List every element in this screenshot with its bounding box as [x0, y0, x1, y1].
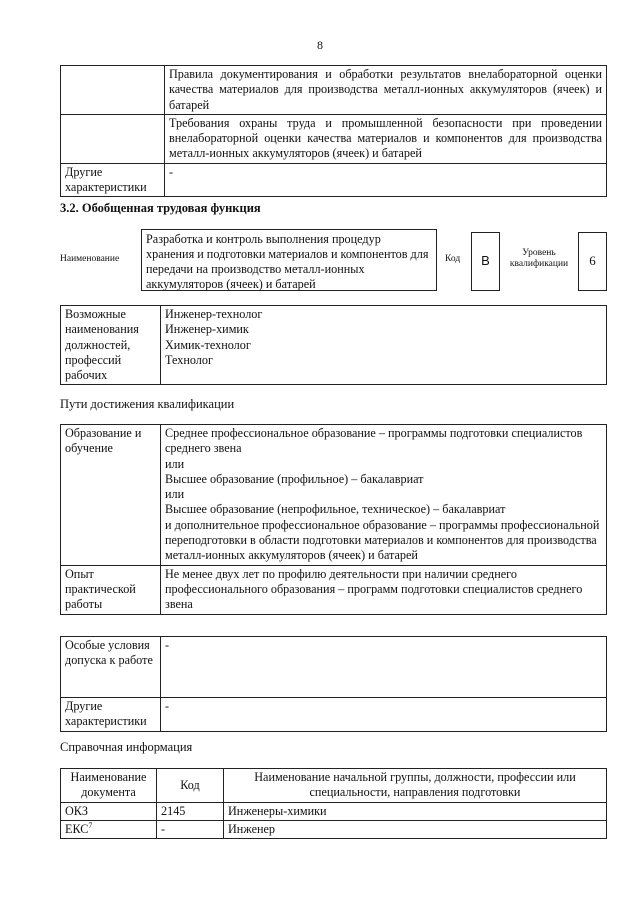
top-table — [60, 65, 607, 197]
table-cell-value: Правила документирования и обработки результатов внелабораторной оценки качества материалов для производства металл-ионных аккумуляторов (ячеек) и батарей — [165, 66, 607, 115]
header-name: Наименование начальной группы, должности, профессии или специальности, направления подготовки — [224, 769, 607, 803]
experience-value: Не менее двух лет по профилю деятельности при наличии среднего профессионального образования – программ подготовки специалистов среднего звена — [161, 565, 607, 614]
function-name-value: Разработка и контроль выполнения процедур хранения и подготовки материалов и компонентов для передачи на производство металл-ионных аккумуляторов (ячеек) и батарей — [141, 229, 437, 291]
header-document: Наименование документа — [61, 769, 157, 803]
table-cell-label: Другие характеристики — [61, 163, 165, 197]
table-header-row — [61, 769, 607, 803]
list-item: Инженер-химик — [165, 322, 249, 337]
education-line: и дополнительное профессиональное образование – программы профессиональной переподготовки в области подготовки материалов и компонентов для производства металл-ионных аккумуляторов (ячеек) и батарей — [165, 517, 600, 563]
section-heading: 3.2. Обобщенная трудовая функция — [60, 201, 261, 215]
level-label: Уровень квалификации — [509, 248, 569, 269]
doc-cell — [61, 802, 157, 820]
other-characteristics-label: Другие характеристики — [61, 698, 161, 732]
table-cell-value: - — [165, 163, 607, 197]
table-row — [61, 163, 607, 197]
table-row — [61, 425, 607, 566]
qualification-table — [60, 424, 607, 615]
name-cell: Инженер — [224, 820, 607, 838]
table-cell-label — [61, 114, 165, 163]
level-value: 6 — [578, 232, 607, 291]
reference-table — [60, 768, 607, 839]
doc-name: ОКЗ — [65, 803, 89, 818]
name-cell: Инженеры-химики — [224, 802, 607, 820]
table-row — [61, 565, 607, 614]
qualification-paths-title: Пути достижения квалификации — [60, 397, 235, 411]
education-line: Высшее образование (непрофильное, техническое) – бакалавриат — [165, 502, 506, 517]
positions-list — [161, 306, 607, 385]
education-line: или — [165, 456, 185, 471]
conditions-label: Особые условия допуска к работе — [61, 637, 161, 698]
education-line: Среднее профессиональное образование – программы подготовки специалистов среднего звена — [165, 426, 583, 456]
other-characteristics-value: - — [161, 698, 607, 732]
header-code: Код — [157, 769, 224, 803]
conditions-table — [60, 636, 607, 732]
list-item: Технолог — [165, 352, 213, 367]
table-row — [61, 114, 607, 163]
doc-name: ЕКС — [65, 821, 89, 836]
page-number: 8 — [317, 38, 323, 52]
table-row — [61, 698, 607, 732]
table-cell-value: Требования охраны труда и промышленной безопасности при проведении внелабораторной оценки качества материалов и компонентов для производства металл-ионных аккумуляторов (ячеек) и батарей — [165, 114, 607, 163]
code-label: Код — [445, 254, 461, 264]
code-cell: - — [157, 820, 224, 838]
experience-label: Опыт практической работы — [61, 565, 161, 614]
list-item: Химик-технолог — [165, 337, 251, 352]
conditions-value: - — [161, 637, 607, 698]
code-value: B — [471, 232, 500, 291]
table-row — [61, 306, 607, 385]
doc-footnote: 7 — [88, 820, 93, 830]
positions-label: Возможные наименования должностей, профессий рабочих — [61, 306, 161, 385]
table-row — [61, 802, 607, 820]
table-cell-label — [61, 66, 165, 115]
list-item: Инженер-технолог — [165, 307, 263, 321]
positions-table — [60, 305, 607, 385]
table-row — [61, 637, 607, 698]
name-label: Наименование — [60, 254, 120, 264]
code-cell: 2145 — [157, 802, 224, 820]
education-line: или — [165, 487, 185, 502]
reference-title: Справочная информация — [60, 740, 193, 754]
doc-cell — [61, 820, 157, 838]
education-line: Высшее образование (профильное) – бакалавриат — [165, 471, 424, 486]
education-label: Образование и обучение — [61, 425, 161, 566]
table-row — [61, 820, 607, 838]
table-row — [61, 66, 607, 115]
education-value — [161, 425, 607, 566]
